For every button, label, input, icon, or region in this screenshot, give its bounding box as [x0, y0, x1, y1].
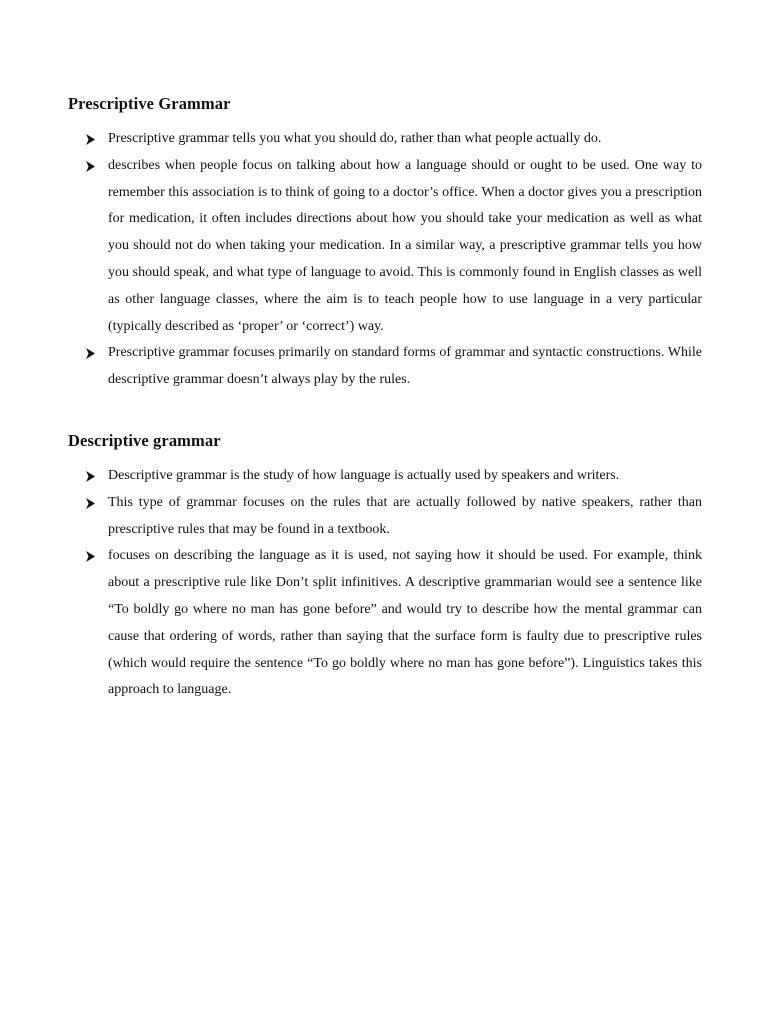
bullet-text: Descriptive grammar is the study of how language is actually used by speakers and writers. — [108, 468, 620, 483]
section-prescriptive-grammar — [68, 94, 702, 394]
bullet-item — [68, 463, 702, 490]
bullet-item — [68, 340, 702, 394]
arrowhead-bullet-icon — [86, 348, 95, 359]
bullet-item — [68, 126, 702, 153]
bullet-item — [68, 153, 702, 341]
bullet-item — [68, 490, 702, 544]
bullet-text: describes when people focus on talking about how a language should or ought to be used. One way to remember this association is to think of going to a doctor’s office. When a doctor gives you a prescription for medication, it often includes directions about how you should take your medication as well as what you should not do when taking your medication. In a similar way, a prescriptive grammar tells you how you should speak, and what type of language to avoid. This is commonly found in English classes as well as other language classes, where the aim is to teach people how to use language in a very particular (typically described as ‘proper’ or ‘correct’) way. — [108, 157, 702, 334]
bullet-text: Prescriptive grammar focuses primarily on standard forms of grammar and syntactic constructions. While descriptive grammar doesn’t always play by the rules. — [108, 345, 702, 388]
arrowhead-bullet-icon — [86, 471, 95, 482]
bullet-text: This type of grammar focuses on the rules that are actually followed by native speakers, rather than prescriptive rules that may be found in a textbook. — [108, 494, 702, 537]
bullet-item — [68, 543, 702, 704]
arrowhead-bullet-icon — [86, 134, 95, 145]
bullet-list — [68, 463, 702, 704]
section-heading: Prescriptive Grammar — [68, 94, 231, 113]
arrowhead-bullet-icon — [86, 551, 95, 562]
arrowhead-bullet-icon — [86, 161, 95, 172]
arrowhead-bullet-icon — [86, 498, 95, 509]
section-descriptive-grammar — [68, 431, 702, 704]
section-heading: Descriptive grammar — [68, 431, 221, 450]
bullet-list — [68, 126, 702, 394]
bullet-text: Prescriptive grammar tells you what you should do, rather than what people actually do. — [108, 131, 602, 146]
bullet-text: focuses on describing the language as it is used, not saying how it should be used. For example, think about a prescriptive rule like Don’t split infinitives. A descriptive grammarian would see a sentence like “To boldly go where no man has gone before” and would try to describe how the mental grammar can cause that ordering of words, rather than saying that the surface form is faulty due to prescriptive rules (which would require the sentence “To go boldly where no man has gone before”). Linguistics takes this approach to language. — [108, 548, 702, 698]
